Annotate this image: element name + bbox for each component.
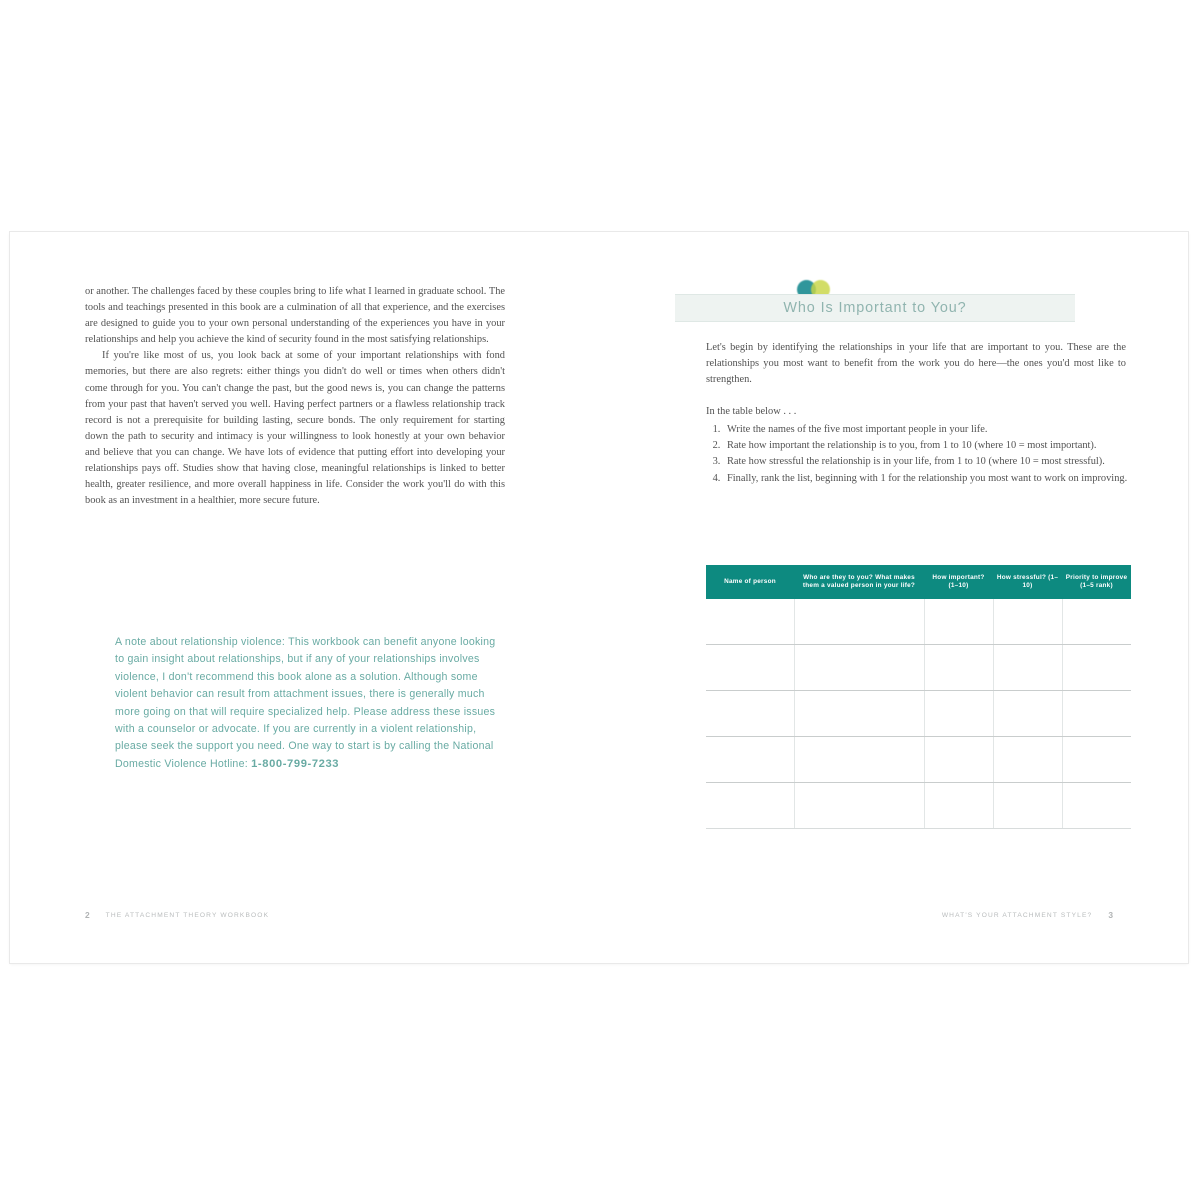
table-body xyxy=(706,599,1131,829)
right-page xyxy=(599,232,1188,963)
cell-stress[interactable] xyxy=(993,737,1062,783)
cell-priority[interactable] xyxy=(1062,599,1131,645)
table-lead-in: In the table below . . . xyxy=(706,406,797,417)
relationship-worksheet-table xyxy=(706,565,1131,829)
cell-importance[interactable] xyxy=(924,645,993,691)
hotline-number: 1-800-799-7233 xyxy=(251,757,340,770)
section-title: Who Is Important to You? xyxy=(783,300,967,316)
cell-stress[interactable] xyxy=(993,599,1062,645)
cell-name[interactable] xyxy=(706,783,794,829)
cell-stress[interactable] xyxy=(993,783,1062,829)
running-head-left: THE ATTACHMENT THEORY WORKBOOK xyxy=(105,911,270,919)
page-number-left: 2 xyxy=(85,910,90,920)
paragraph-1: or another. The challenges faced by these couples bring to life what I learned in graduate school. The tools and teachings presented in this book are a culmination of all that experience, and the exercises are designed to guide you to your own personal understanding of the experiences you have in your relationships and help you achieve the kind of security found in the most satisfying relationships. xyxy=(85,286,505,346)
right-page-intro xyxy=(706,340,1126,389)
list-item: 1. Write the names of the five most important people in your life. xyxy=(723,422,1143,438)
cell-importance[interactable] xyxy=(924,737,993,783)
cell-priority[interactable] xyxy=(1062,691,1131,737)
list-item: 2. Rate how important the relationship is to you, from 1 to 10 (where 10 = most important). xyxy=(723,438,1143,454)
cell-name[interactable] xyxy=(706,599,794,645)
right-page-footer xyxy=(942,910,1113,920)
left-page-body-text xyxy=(85,284,505,509)
cell-name[interactable] xyxy=(706,691,794,737)
paragraph-2: If you're like most of us, you look back at some of your important relationships with fond memories, but there are also regrets: either things you didn't do well or times when others didn't come through for you. You can't change the past, but the good news is, you can change the patterns from your past that haven't served you well. Having perfect partners or a flawless relationship track record is not a prerequisite for building lasting, secure bonds. The only requirement for starting down the path to security and intimacy is your willingness to look honestly at your own behavior and believe that you can change. We have lots of evidence that putting effort into developing your relationships pays off. Studies show that having close, meaningful relationships is linked to better health, greater resilience, and more overall happiness in life. Consider the work you'll do with this book as an investment in a healthier, more secure future. xyxy=(85,350,505,507)
cell-stress[interactable] xyxy=(993,645,1062,691)
page-number-right: 3 xyxy=(1108,910,1113,920)
left-page xyxy=(10,232,599,963)
book-spread xyxy=(10,232,1188,963)
intro-paragraph: Let's begin by identifying the relationships in your life that are important to you. These are the relationships you most want to benefit from the work you do here—the ones you'd most like to strengthen. xyxy=(706,342,1126,386)
table-row xyxy=(706,737,1131,783)
cell-relation[interactable] xyxy=(794,737,924,783)
table-row xyxy=(706,645,1131,691)
list-item: 3. Rate how stressful the relationship is in your life, from 1 to 10 (where 10 = most stressful). xyxy=(723,454,1143,470)
cell-relation[interactable] xyxy=(794,645,924,691)
table-row xyxy=(706,691,1131,737)
cell-stress[interactable] xyxy=(993,691,1062,737)
cell-relation[interactable] xyxy=(794,599,924,645)
cell-relation[interactable] xyxy=(794,691,924,737)
cell-priority[interactable] xyxy=(1062,783,1131,829)
instruction-steps xyxy=(706,422,1143,487)
left-page-footer xyxy=(85,910,269,920)
column-header-importance: How important? (1–10) xyxy=(924,565,993,599)
relationship-violence-note xyxy=(115,634,497,773)
running-head-right: WHAT'S YOUR ATTACHMENT STYLE? xyxy=(941,911,1093,919)
cell-name[interactable] xyxy=(706,737,794,783)
cell-importance[interactable] xyxy=(924,783,993,829)
list-item: 4. Finally, rank the list, beginning with 1 for the relationship you most want to work on improving. xyxy=(723,471,1143,487)
cell-priority[interactable] xyxy=(1062,737,1131,783)
cell-relation[interactable] xyxy=(794,783,924,829)
table-header-row xyxy=(706,565,1131,599)
table-row xyxy=(706,599,1131,645)
table-row xyxy=(706,783,1131,829)
cell-priority[interactable] xyxy=(1062,645,1131,691)
cell-name[interactable] xyxy=(706,645,794,691)
cell-importance[interactable] xyxy=(924,599,993,645)
cell-importance[interactable] xyxy=(924,691,993,737)
column-header-relation: Who are they to you? What makes them a valued person in your life? xyxy=(794,565,924,599)
column-header-name: Name of person xyxy=(706,565,794,599)
note-text: A note about relationship violence: This workbook can benefit anyone looking to gain insight about relationships, but if any of your relationships involves violence, I don't recommend this book alone as a solution. Although some violent behavior can result from attachment issues, there is generally much more going on that will require specialized help. Please address these issues with a counselor or advocate. If you are currently in a violent relationship, please seek the support you need. One way to start is by calling the National Domestic Violence Hotline: xyxy=(115,636,496,770)
column-header-stress: How stressful? (1–10) xyxy=(993,565,1062,599)
section-heading-banner xyxy=(675,294,1075,322)
column-header-priority: Priority to improve (1–5 rank) xyxy=(1062,565,1131,599)
